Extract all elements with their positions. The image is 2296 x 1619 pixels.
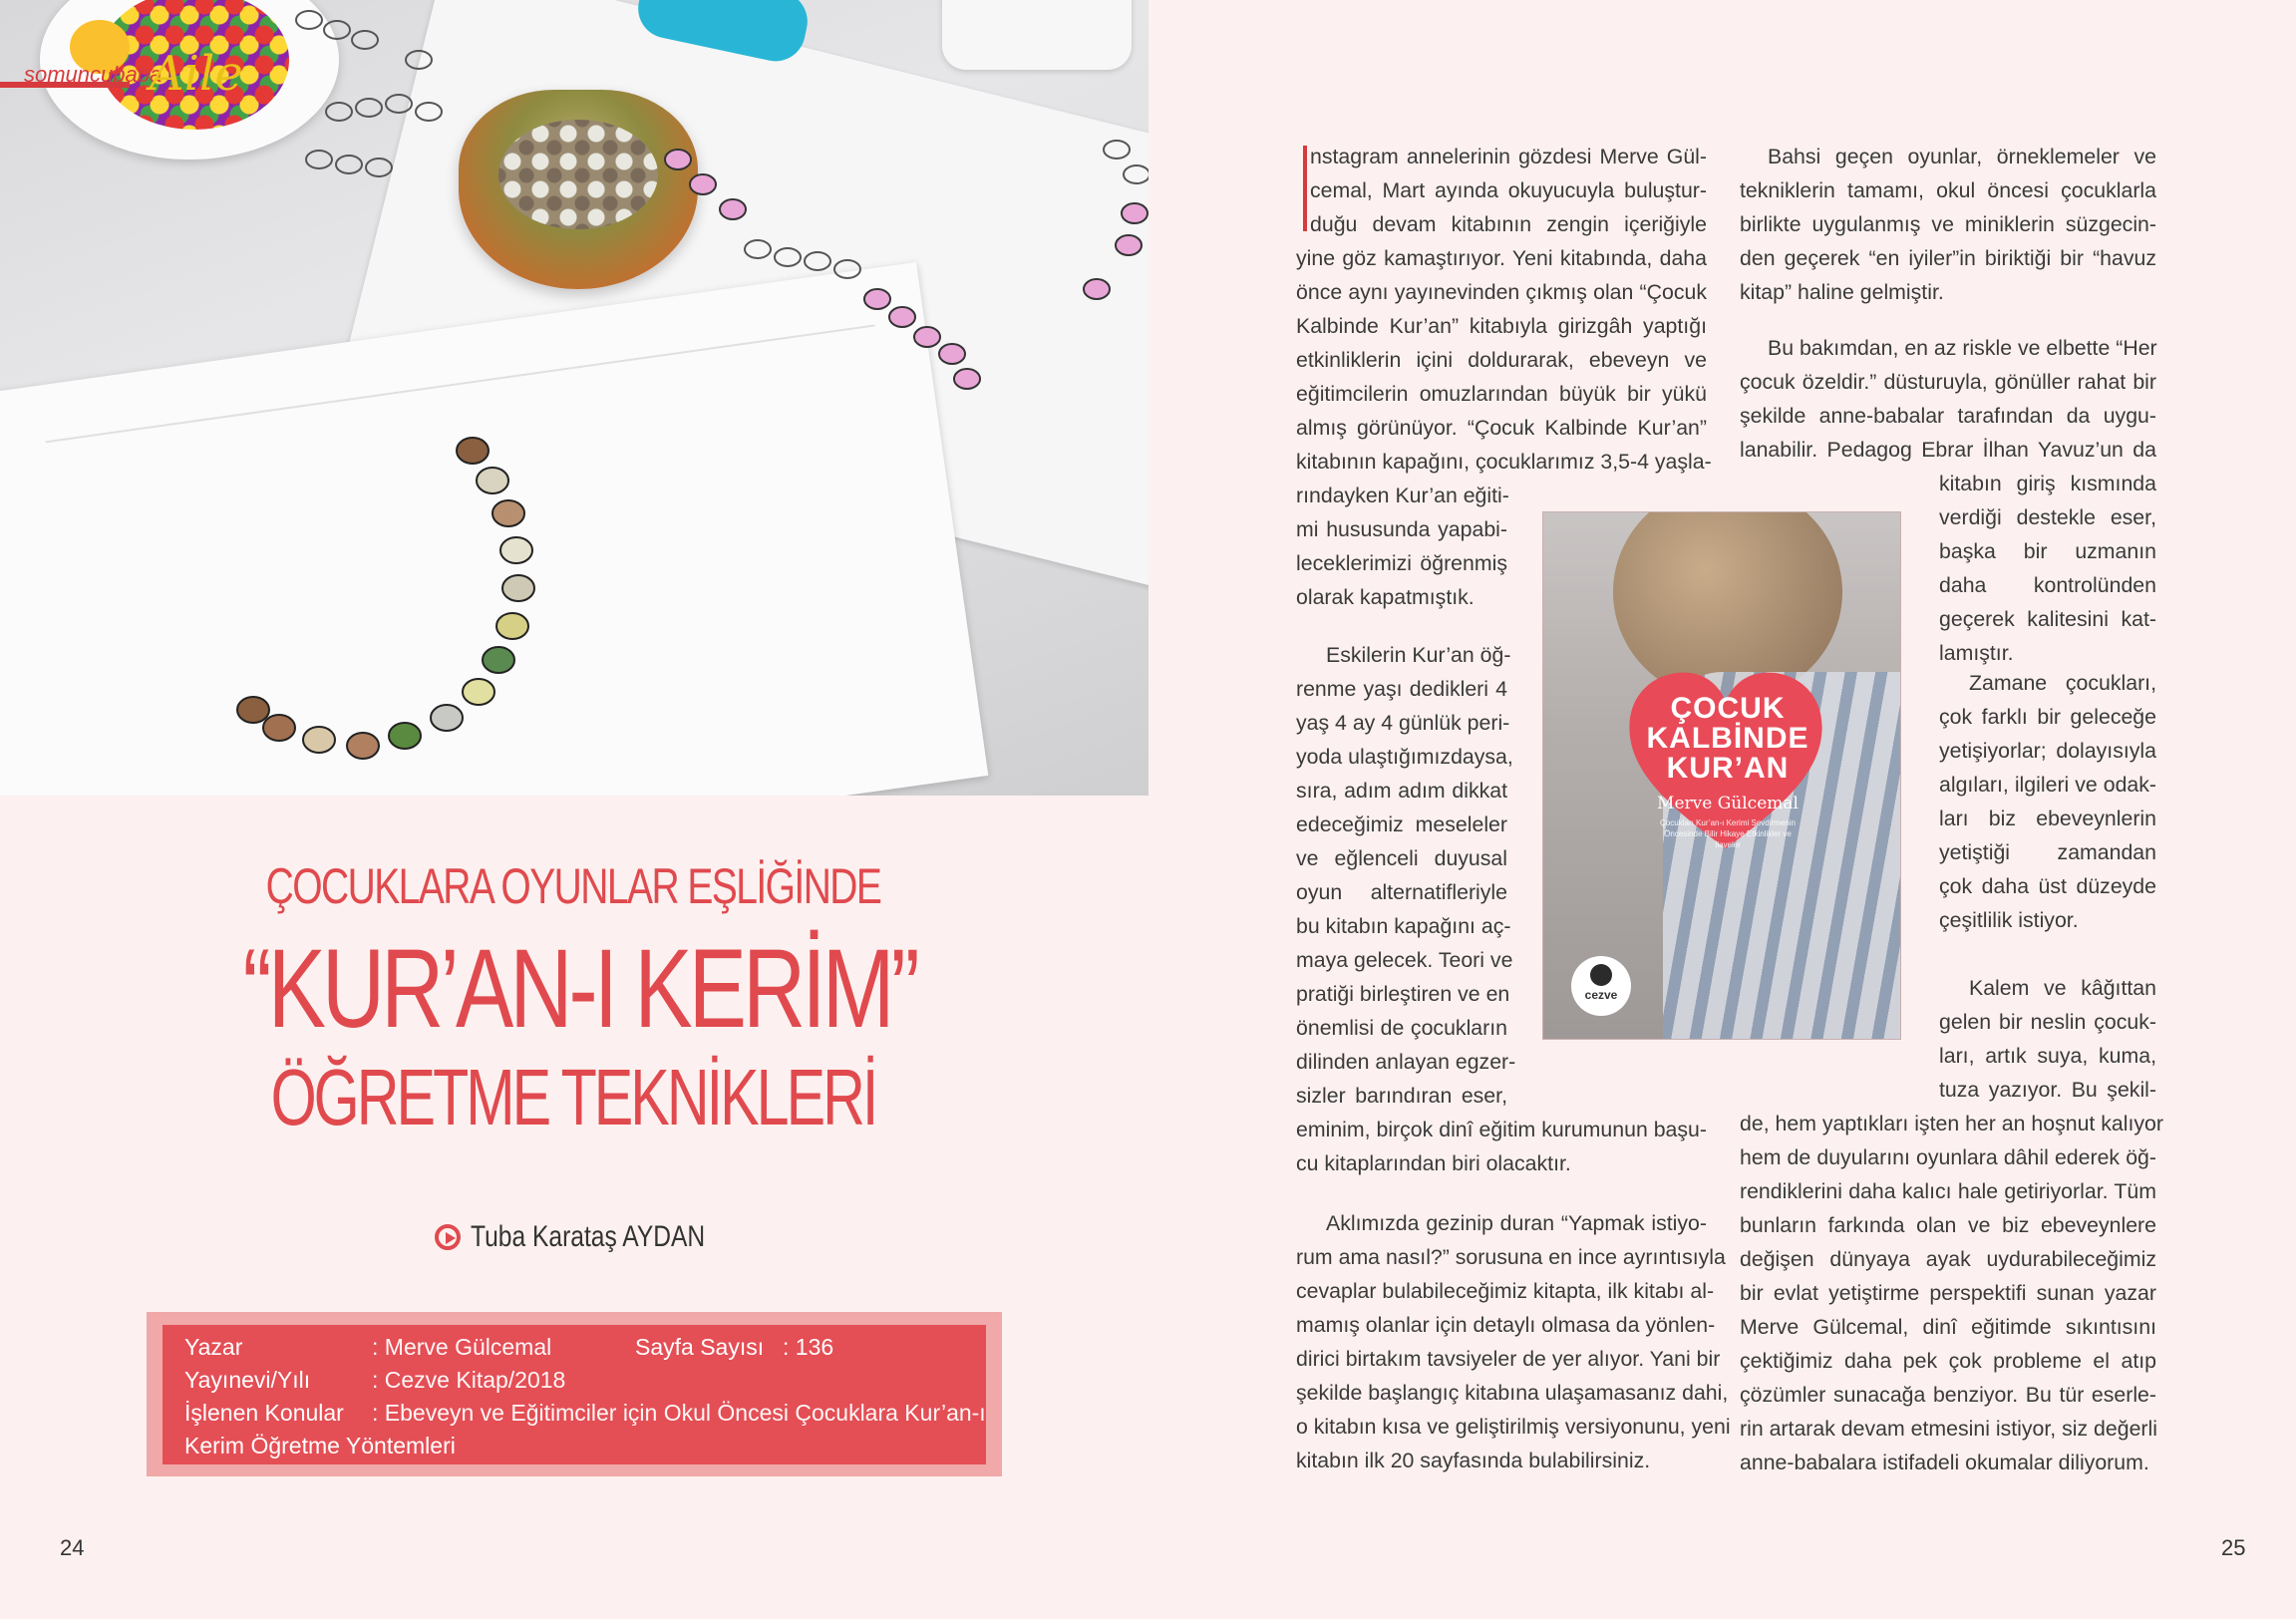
col1-p1-line: olarak kapatmıştık. <box>1296 585 1475 609</box>
col2-p1-line: den geçerek “en iyiler”in biriktiği bir “havuz <box>1740 246 2156 270</box>
col1-p2-line: renme yaşı dedikleri 4 <box>1296 677 1507 701</box>
col2-p4-line: Merve Gülcemal, dinî eğitimde sıkıntısını <box>1740 1315 2156 1339</box>
col2-p4-line: hem de duyularını oyunlara dâhil ederek öğ- <box>1740 1145 2156 1169</box>
info-row-yayinevi <box>184 1364 964 1397</box>
col1-p2-line: Eskilerin Kur’an öğ- <box>1326 643 1511 667</box>
col2-p3-line: algıları, ilgileri ve odak- <box>1939 773 2156 797</box>
col2-p4-line: anne-babalara istifadeli okumalar diliyorum. <box>1740 1451 2149 1474</box>
yazar-value: : Merve Gülcemal <box>372 1334 552 1360</box>
col1-p2-line: ve eğlenceli duyusal <box>1296 846 1507 870</box>
col1-p1-line: duğu devam kitabının zengin içeriğiyle <box>1310 212 1707 236</box>
page-number-left: 24 <box>60 1535 85 1560</box>
col1-p2-line: edeceğimiz meseleler <box>1296 812 1507 836</box>
right-page <box>1148 0 2296 1619</box>
col1-p1-line: almış görünüyor. “Çocuk Kalbinde Kur’an” <box>1296 416 1707 440</box>
sayfa-label: Sayfa Sayısı <box>635 1334 765 1360</box>
yayinevi-value: : Cezve Kitap/2018 <box>372 1367 566 1393</box>
cover-author: Merve Gülcemal <box>1657 794 1799 813</box>
konular-value: : Ebeveyn ve Eğitimciler için Okul Öncesi Çocuklara Kur’an-ı <box>372 1400 986 1426</box>
publisher-logo <box>1571 956 1631 1016</box>
col1-p2-line: maya gelecek. Teori ve <box>1296 948 1513 972</box>
cover-title <box>1628 694 1827 784</box>
col1-p2-line: bu kitabın kapağını aç- <box>1296 914 1511 938</box>
col1-p1-line: mi hususunda yapabi- <box>1296 517 1507 541</box>
col2-p3-line: yetişiyorlar; dolayısıyla <box>1939 739 2156 763</box>
col1-p1-line: önce aynı yayınevinden çıkmış olan “Çocuk <box>1296 280 1707 304</box>
col2-p4-line: tuza yazıyor. Bu şekil- <box>1939 1078 2156 1102</box>
book-info-box <box>163 1325 986 1464</box>
title-line-3: ÖĞRETME TEKNİKLERİ <box>270 1053 876 1142</box>
col2-p2-line: kitabın giriş kısmında <box>1939 472 2156 495</box>
col1-p1-line: nstagram annelerinin gözdesi Merve Gül- <box>1310 145 1707 168</box>
col2-p2-line: geçerek kalitesini kat- <box>1939 607 2156 631</box>
col1-p3-line: Aklımızda gezinip duran “Yapmak istiyo- <box>1326 1211 1707 1235</box>
col2-p2-line: verdiği destekle eser, <box>1939 505 2156 529</box>
article-author <box>435 1220 757 1254</box>
col2-p3-line: Zamane çocukları, <box>1969 671 2156 695</box>
dropcap-bar <box>1303 146 1307 231</box>
info-row-yazar <box>184 1331 964 1364</box>
yayinevi-label: Yayınevi/Yılı <box>184 1367 311 1393</box>
magazine-logo <box>0 46 249 102</box>
col1-p2-line: önemlisi de çocukların <box>1296 1016 1507 1040</box>
magazine-section: Aile <box>150 46 243 102</box>
col1-p2-line: cu kitaplarından biri olacaktır. <box>1296 1151 1571 1175</box>
col2-p2-line: lamıştır. <box>1939 641 2014 665</box>
coffee-cup-icon <box>1590 964 1612 986</box>
col1-p2-line: dilinden anlayan egzer- <box>1296 1050 1516 1074</box>
col2-p1-line: birlikte uygulanmış ve miniklerin süzgecin- <box>1740 212 2156 236</box>
yazar-label: Yazar <box>184 1334 243 1360</box>
col1-p1-line: leceklerimizi öğrenmiş <box>1296 551 1507 575</box>
info-row-konular-cont <box>184 1430 964 1462</box>
col2-p4-line: rin artarak devam etmesini istiyor, siz değerli <box>1740 1417 2157 1441</box>
col1-p1-line: etkinliklerin içini doldurarak, ebeveyn ve <box>1296 348 1707 372</box>
col1-p3-line: o kitabın kısa ve geliştirilmiş versiyonunu, yeni <box>1296 1415 1731 1439</box>
col1-p3-line: kitabın ilk 20 sayfasında bulabilirsiniz. <box>1296 1449 1651 1472</box>
col1-p2-line: sıra, adım adım dikkat <box>1296 779 1507 803</box>
cover-subtitle: Çocukları Kur’an-ı Kerimi Sevdirmenin Öncesinde Bilir Hikaye Etkinlikler ve İlaveler <box>1660 818 1796 849</box>
col1-p2-line: yoda ulaştığımızdaysa, <box>1296 745 1513 769</box>
col1-p2-line: oyun alternatifleriyle <box>1296 880 1507 904</box>
col2-p4-line: bir evlat yetiştirme perspektifi sunan yazar <box>1740 1281 2156 1305</box>
col1-p2-line: sizler barındıran eser, <box>1296 1084 1507 1108</box>
col1-p1-line: yine göz kamaştırıyor. Yeni kitabında, daha <box>1296 246 1707 270</box>
col2-p3-line: ları biz ebeveynlerin <box>1939 807 2156 830</box>
col2-p2-line: çocuk özeldir.” düsturuyla, gönüller rahat bir <box>1740 370 2156 394</box>
col2-p4-line: Kalem ve kâğıttan <box>1969 976 2156 1000</box>
col2-p2-line: Bu bakımdan, en az riskle ve elbette “Her <box>1768 336 2157 360</box>
col1-p3-line: rum ama nasıl?” sorusuna en ince ayrıntısıyla <box>1296 1245 1726 1269</box>
title-line-2: “KUR’AN-I KERİM” <box>242 926 916 1051</box>
publisher-name: cezve <box>1584 988 1618 1002</box>
col2-p3-line: çok farklı bir geleceğe <box>1939 705 2156 729</box>
article-title <box>150 857 997 1141</box>
col1-p2-line: eminim, birçok dinî eğitim kurumunun başu- <box>1296 1118 1707 1141</box>
info-row-konular <box>184 1397 986 1430</box>
col2-p1-line: Bahsi geçen oyunlar, örneklemeler ve <box>1768 145 2156 168</box>
col2-p4-line: değişen dünyaya ayak uydurabileceğimiz <box>1740 1247 2156 1271</box>
col2-p2-line: şekilde anne-babalar tarafından da uygu- <box>1740 404 2156 428</box>
page-number-right: 25 <box>2221 1535 2246 1560</box>
konular-label: İşlenen Konular <box>184 1400 344 1426</box>
col1-p3-line: şekilde başlangıç kitabına ulaşamasanız dahi, <box>1296 1381 1729 1405</box>
col2-p4-line: de, hem yaptıkları işten her an hoşnut kalıyor <box>1740 1112 2163 1135</box>
play-icon <box>435 1224 461 1250</box>
col2-p1-line: tekniklerin tamamı, okul öncesi çocuklarla <box>1740 178 2156 202</box>
col2-p3-line: yetiştiği zamandan <box>1939 840 2156 864</box>
col1-p2-line: yaş 4 ay 4 günlük peri- <box>1296 711 1510 735</box>
sayfa-value: : 136 <box>783 1334 834 1360</box>
col2-p2-line: başka bir uzmanın <box>1939 539 2156 563</box>
col2-p3-line: çok daha üst düzeyde <box>1939 874 2156 898</box>
col2-p4-line: rendiklerini daha kalıcı hale getiriyorlar. Tüm <box>1740 1179 2156 1203</box>
photo-stones-and-circles <box>0 0 1148 796</box>
author-name: Tuba Karataş AYDAN <box>471 1220 706 1253</box>
col1-p2-line: pratiği birleştiren ve en <box>1296 982 1510 1006</box>
col2-p1-line: kitap” haline gelmiştir. <box>1740 280 1944 304</box>
title-line-1: ÇOCUKLARA OYUNLAR EŞLİĞİNDE <box>265 858 881 914</box>
cover-title-line-3: KUR’AN <box>1666 752 1790 785</box>
magazine-name: somuncubaba <box>24 62 163 87</box>
col1-p1-line: cemal, Mart ayında okuyucuyla buluştur- <box>1310 178 1707 202</box>
col1-p3-line: mamış olanlar için detaylı olmasa da yönlen- <box>1296 1313 1716 1337</box>
col2-p4-line: gelen bir neslin çocuk- <box>1939 1010 2156 1034</box>
col1-p3-line: cevaplar bulabileceğimiz kitapta, ilk kitabı al- <box>1296 1279 1715 1303</box>
cover-title-line-1: ÇOCUK <box>1670 692 1786 725</box>
konular-value-cont: Kerim Öğretme Yöntemleri <box>184 1433 456 1458</box>
col1-p3-line: dirici birtakım tavsiyeler de yer alıyor. Yani bir <box>1296 1347 1721 1371</box>
cover-photo <box>0 0 1148 796</box>
col1-p1-line: eğitimcilerin omuzlarından büyük bir yükü <box>1296 382 1707 406</box>
col1-p1-line: rındayken Kur’an eğiti- <box>1296 484 1509 507</box>
col2-p3-line: çeşitlilik istiyor. <box>1939 908 2079 932</box>
col1-p1-line: kitabının kapağını, çocuklarımız 3,5-4 yaşla- <box>1296 450 1712 474</box>
col2-p4-line: çektiğimiz daha pek çok probleme el atıp <box>1740 1349 2156 1373</box>
col2-p4-line: çözümler sunacağa benziyor. Bu tür eserle- <box>1740 1383 2156 1407</box>
col2-p2-line: lanabilir. Pedagog Ebrar İlhan Yavuz’un da <box>1740 438 2156 462</box>
col2-p2-line: daha kontrolünden <box>1939 573 2156 597</box>
cover-title-line-2: KALBİNDE <box>1646 722 1809 755</box>
book-cover-image <box>1542 511 1901 1040</box>
col2-p4-line: bunların farkında olan ve biz ebeveynlere <box>1740 1213 2156 1237</box>
col1-p1-line: Kalbinde Kur’an” kitabıyla girizgâh yaptığı <box>1296 314 1707 338</box>
col2-p4-line: ları, artık suya, kuma, <box>1939 1044 2156 1068</box>
